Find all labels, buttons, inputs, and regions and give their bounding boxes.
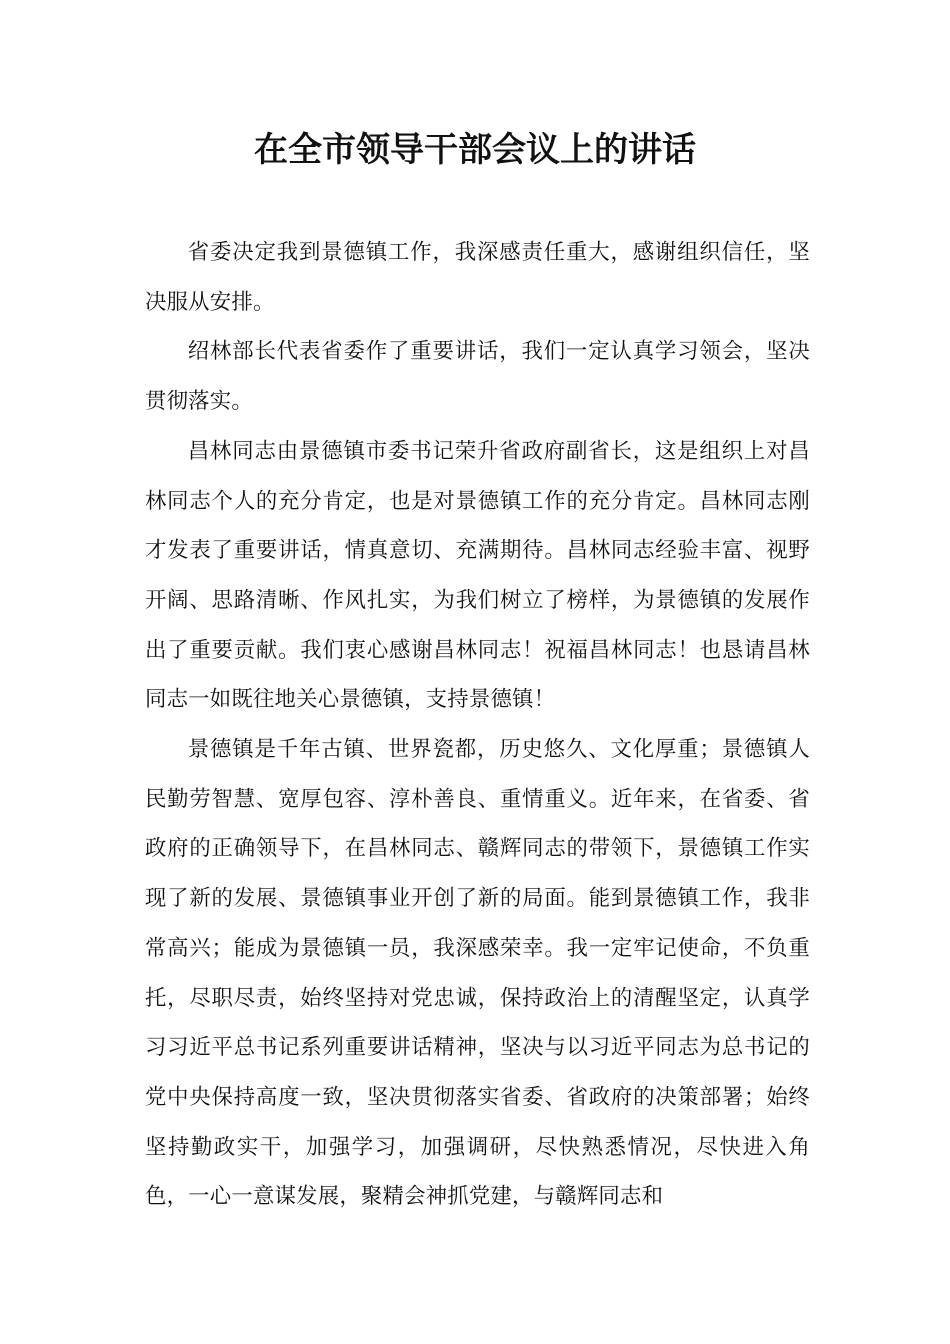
paragraph-2: 绍林部长代表省委作了重要讲话，我们一定认真学习领会，坚决贯彻落实。 [145,339,810,415]
paragraph-1: 省委决定我到景德镇工作，我深感责任重大，感谢组织信任，坚决服从安排。 [145,240,810,315]
paragraph-3: 昌林同志由景德镇市委书记荣升省政府副省长，这是组织上对昌林同志个人的充分肯定，也是对景德镇工作的充分肯定。昌林同志刚才发表了重要讲话，情真意切、充满期待。昌林同志经验丰富、视野开阔、思路清晰、作风扎实，为我们树立了榜样，为景德镇的发展作出了重要贡献。我们衷心感谢昌林同志！祝福昌林同志！也恳请昌林同志一如既往地关心景德镇，支持景德镇！ [145,438,810,713]
document-title: 在全市领导干部会议上的讲话 [254,130,696,170]
document-body [145,228,810,1222]
paragraph-4: 景德镇是千年古镇、世界瓷都，历史悠久、文化厚重；景德镇人民勤劳智慧、宽厚包容、淳朴善良、重情重义。近年来，在省委、省政府的正确领导下，在昌林同志、赣辉同志的带领下，景德镇工作实现了新的发展、景德镇事业开创了新的局面。能到景德镇工作，我非常高兴；能成为景德镇一员，我深感荣幸。我一定牢记使命，不负重托，尽职尽责，始终坚持对党忠诚，保持政治上的清醒坚定，认真学习习近平总书记系列重要讲话精神，坚决与以习近平同志为总书记的党中央保持高度一致，坚决贯彻落实省委、省政府的决策部署；始终坚持勤政实干，加强学习，加强调研，尽快熟悉情况，尽快进入角色，一心一意谋发展，聚精会神抓党建，与赣辉同志和 [145,737,810,1210]
